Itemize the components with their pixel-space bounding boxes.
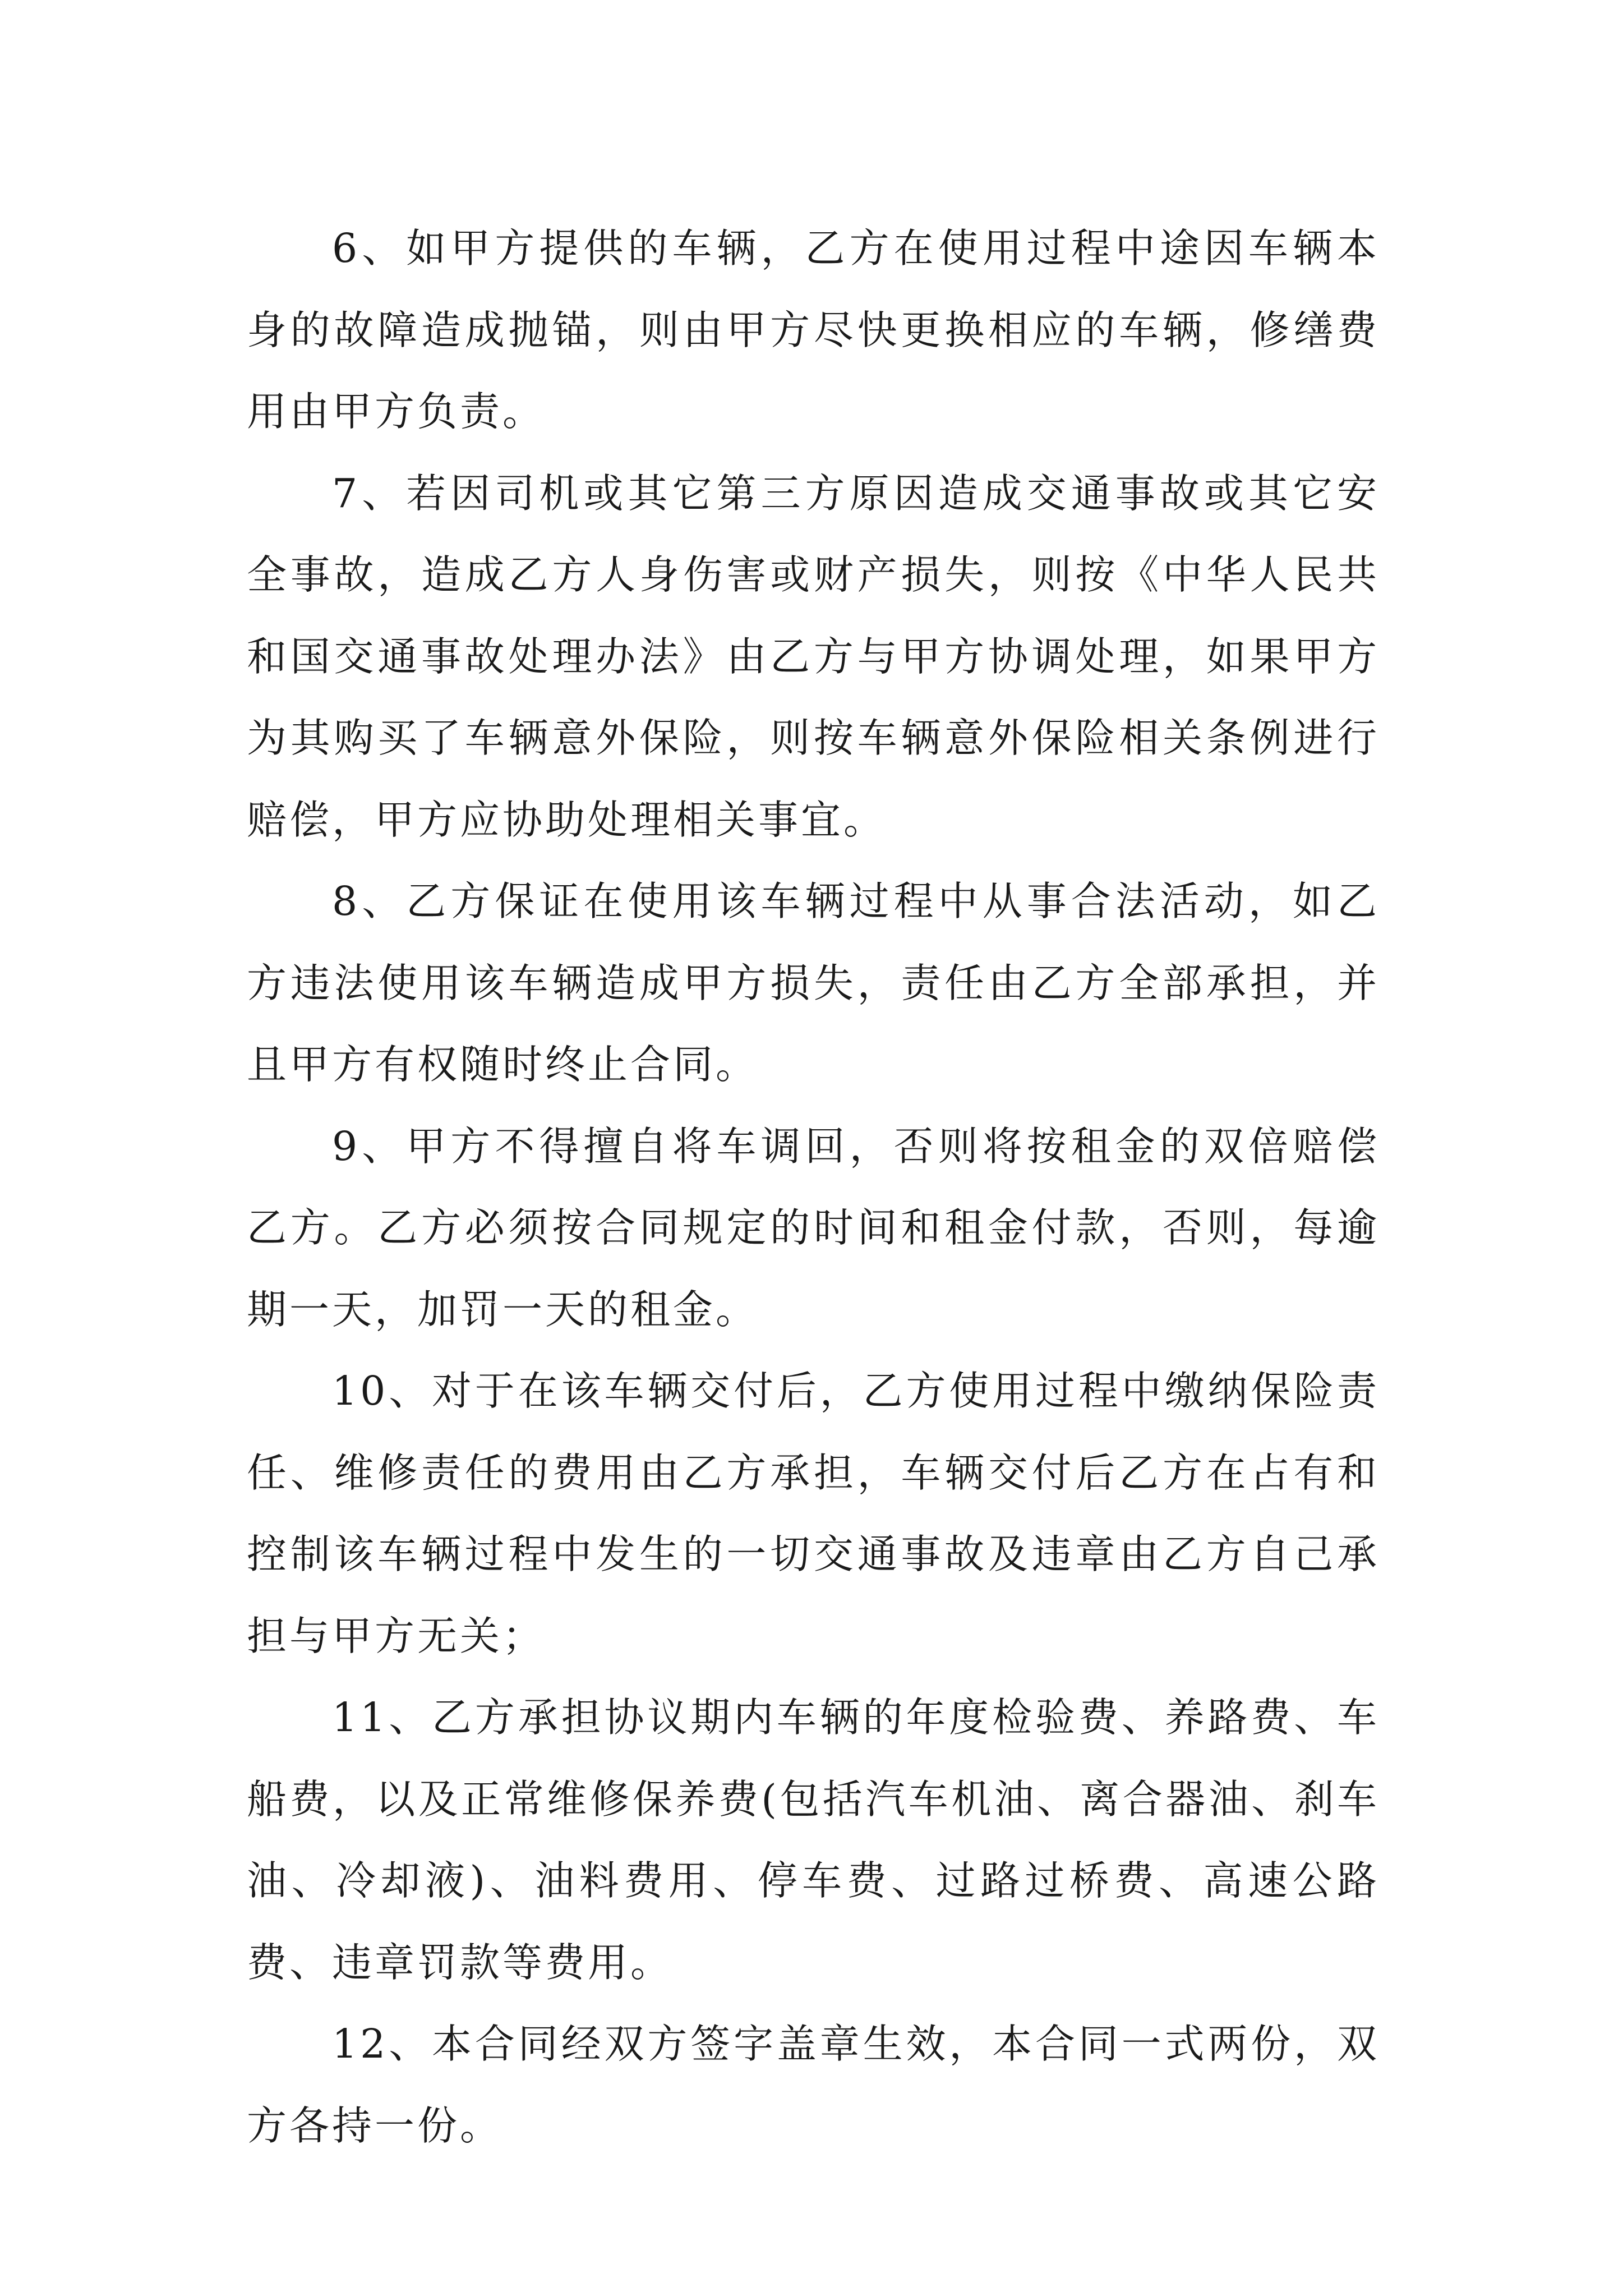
clause-8: 8、乙方保证在使用该车辆过程中从事合法活动，如乙方违法使用该车辆造成甲方损失，责任由乙方全部承担，并且甲方有权随时终止合同。 (247, 878, 1380, 1088)
clause-12: 12、本合同经双方签字盖章生效，本合同一式两份，双方各持一份。 (247, 2021, 1380, 2149)
clause-6: 6、如甲方提供的车辆，乙方在使用过程中途因车辆本身的故障造成抛锚，则由甲方尽快更换相应的车辆，修缮费用由甲方负责。 (247, 225, 1380, 435)
clause-9: 9、甲方不得擅自将车调回，否则将按租金的双倍赔偿乙方。乙方必须按合同规定的时间和租金付款，否则，每逾期一天，加罚一天的租金。 (247, 1122, 1380, 1333)
contract-body (247, 208, 1380, 2166)
clause-11: 11、乙方承担协议期内车辆的年度检验费、养路费、车船费，以及正常维修保养费(包括汽车机油、离合器油、刹车油、冷却液)、油料费用、停车费、过路过桥费、高速公路费、违章罚款等费用。 (247, 1694, 1380, 1986)
clause-7: 7、若因司机或其它第三方原因造成交通事故或其它安全事故，造成乙方人身伤害或财产损失，则按《中华人民共和国交通事故处理办法》由乙方与甲方协调处理，如果甲方为其购买了车辆意外保险，则按车辆意外保险相关条例进行赔偿，甲方应协助处理相关事宜。 (247, 470, 1380, 843)
clause-10: 10、对于在该车辆交付后，乙方使用过程中缴纳保险责任、维修责任的费用由乙方承担，车辆交付后乙方在占有和控制该车辆过程中发生的一切交通事故及违章由乙方自己承担与甲方无关； (247, 1368, 1380, 1659)
